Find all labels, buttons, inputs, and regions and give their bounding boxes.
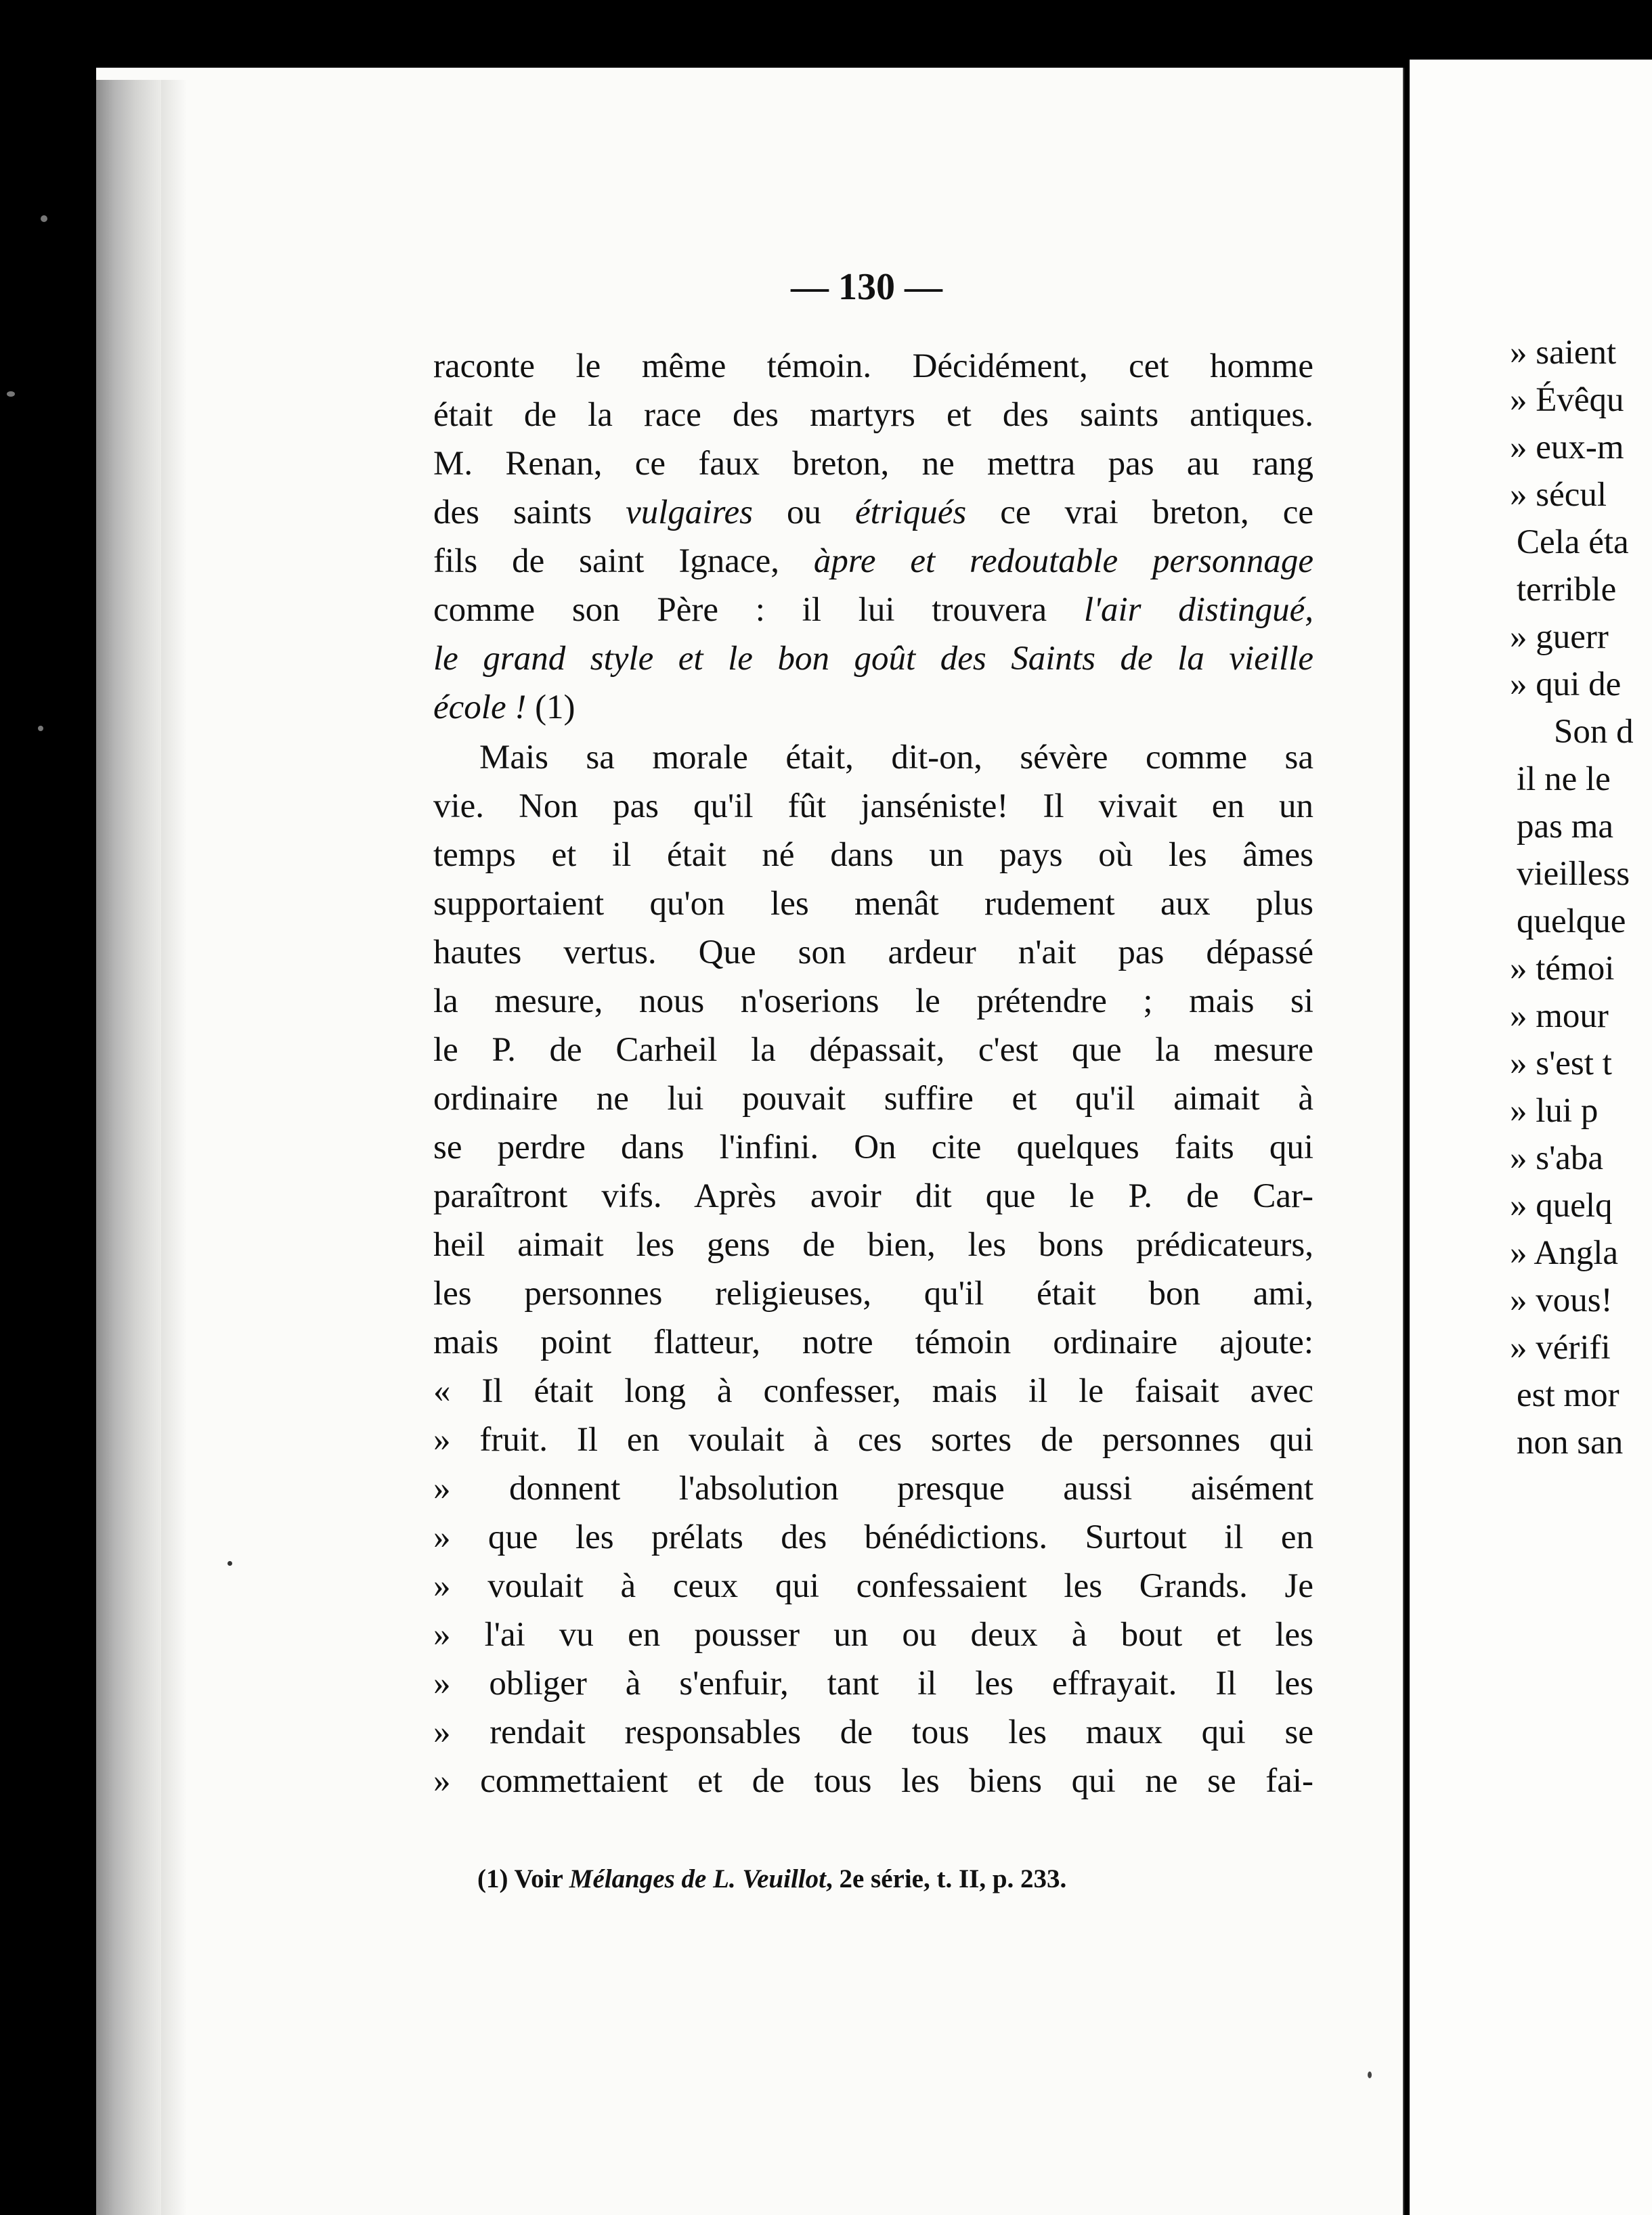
right-page-line: pas ma bbox=[1517, 808, 1614, 846]
scan-speck bbox=[38, 726, 43, 731]
text-line: » l'ai vu en pousser un ou deux à bout et les bbox=[433, 1616, 1313, 1654]
book-gutter bbox=[1403, 68, 1404, 2215]
page-number: — 130 — bbox=[791, 266, 942, 308]
text-line: comme son Père : il lui trouvera l'air distingué, bbox=[433, 591, 1313, 629]
right-page-line: quelque bbox=[1517, 902, 1626, 940]
text-line: mais point flatteur, notre témoin ordinaire ajoute: bbox=[433, 1323, 1313, 1361]
right-page-line: » sécul bbox=[1510, 476, 1607, 514]
right-page-line: » guerr bbox=[1510, 618, 1609, 656]
text-line: vie. Non pas qu'il fût janséniste! Il vivait en un bbox=[433, 787, 1313, 825]
right-page-line: terrible bbox=[1517, 571, 1617, 609]
right-page-line: » mour bbox=[1510, 997, 1609, 1035]
text-line: paraîtront vifs. Après avoir dit que le P. de Car- bbox=[433, 1177, 1313, 1215]
text-line: M. Renan, ce faux breton, ne mettra pas au rang bbox=[433, 445, 1313, 483]
text-line: les personnes religieuses, qu'il était bon ami, bbox=[433, 1275, 1313, 1313]
right-page-line: » s'est t bbox=[1510, 1045, 1612, 1082]
footnote: (1) Voir Mélanges de L. Veuillot, 2e série, t. II, p. 233. bbox=[477, 1864, 1067, 1893]
text-line: le grand style et le bon goût des Saints de la vieille bbox=[433, 640, 1313, 678]
text-line: supportaient qu'on les menât rudement aux plus bbox=[433, 885, 1313, 923]
text-line: raconte le même témoin. Décidément, cet homme bbox=[433, 347, 1313, 385]
page-edge-shadow bbox=[96, 80, 161, 2215]
right-page-line: » qui de bbox=[1510, 665, 1622, 703]
right-page-line: » saient bbox=[1510, 334, 1617, 372]
text-line: hautes vertus. Que son ardeur n'ait pas dépassé bbox=[433, 934, 1313, 971]
scan-speck bbox=[7, 391, 15, 397]
text-line: école ! (1) bbox=[433, 688, 575, 726]
scan-speck bbox=[1368, 2071, 1372, 2078]
right-page-line: » Évêqu bbox=[1510, 381, 1624, 419]
right-page-line: Son d bbox=[1554, 713, 1634, 751]
right-page-line: » vous! bbox=[1510, 1281, 1613, 1319]
right-page-line: il ne le bbox=[1517, 760, 1611, 798]
right-page-line: non san bbox=[1517, 1424, 1624, 1462]
right-page-line: » s'aba bbox=[1510, 1139, 1604, 1177]
right-page-line: » quelq bbox=[1510, 1187, 1613, 1225]
text-line: » rendait responsables de tous les maux qui se bbox=[433, 1713, 1313, 1751]
text-line: » obliger à s'enfuir, tant il les effrayait. Il les bbox=[433, 1665, 1313, 1703]
right-page-line: est mor bbox=[1517, 1376, 1620, 1414]
right-page-line: » Angla bbox=[1510, 1234, 1619, 1272]
text-line: » donnent l'absolution presque aussi aisément bbox=[433, 1470, 1313, 1508]
right-page-line: vieilless bbox=[1517, 855, 1630, 893]
text-line: « Il était long à confesser, mais il le faisait avec bbox=[433, 1372, 1313, 1410]
text-line: la mesure, nous n'oserions le prétendre ; mais si bbox=[433, 982, 1313, 1020]
right-page-line: » eux-m bbox=[1510, 429, 1624, 466]
text-line: ordinaire ne lui pouvait suffire et qu'il aimait à bbox=[433, 1080, 1313, 1118]
text-line: Mais sa morale était, dit-on, sévère comme sa bbox=[479, 739, 1313, 776]
text-line: était de la race des martyrs et des saints antiques. bbox=[433, 396, 1313, 434]
page-binding-shade bbox=[161, 80, 187, 2215]
text-line: » que les prélats des bénédictions. Surtout il en bbox=[433, 1518, 1313, 1556]
text-line: se perdre dans l'infini. On cite quelques faits qui bbox=[433, 1128, 1313, 1166]
text-line: fils de saint Ignace, àpre et redoutable personnage bbox=[433, 542, 1313, 580]
text-line: heil aimait les gens de bien, les bons prédicateurs, bbox=[433, 1226, 1313, 1264]
text-line: » voulait à ceux qui confessaient les Grands. Je bbox=[433, 1567, 1313, 1605]
text-line: » commettaient et de tous les biens qui ne se fai- bbox=[433, 1762, 1313, 1800]
right-page-line: » vérifi bbox=[1510, 1329, 1611, 1367]
right-page-line: » lui p bbox=[1510, 1092, 1599, 1130]
scan-speck bbox=[227, 1561, 232, 1566]
text-line: des saints vulgaires ou étriqués ce vrai breton, ce bbox=[433, 494, 1314, 531]
text-line: » fruit. Il en voulait à ces sortes de personnes qui bbox=[433, 1421, 1313, 1459]
text-line: temps et il était né dans un pays où les âmes bbox=[433, 836, 1313, 874]
scan-speck bbox=[41, 215, 47, 222]
text-line: le P. de Carheil la dépassait, c'est que la mesure bbox=[433, 1031, 1313, 1069]
right-page-line: Cela éta bbox=[1517, 523, 1629, 561]
right-page-line: » témoi bbox=[1510, 950, 1615, 988]
